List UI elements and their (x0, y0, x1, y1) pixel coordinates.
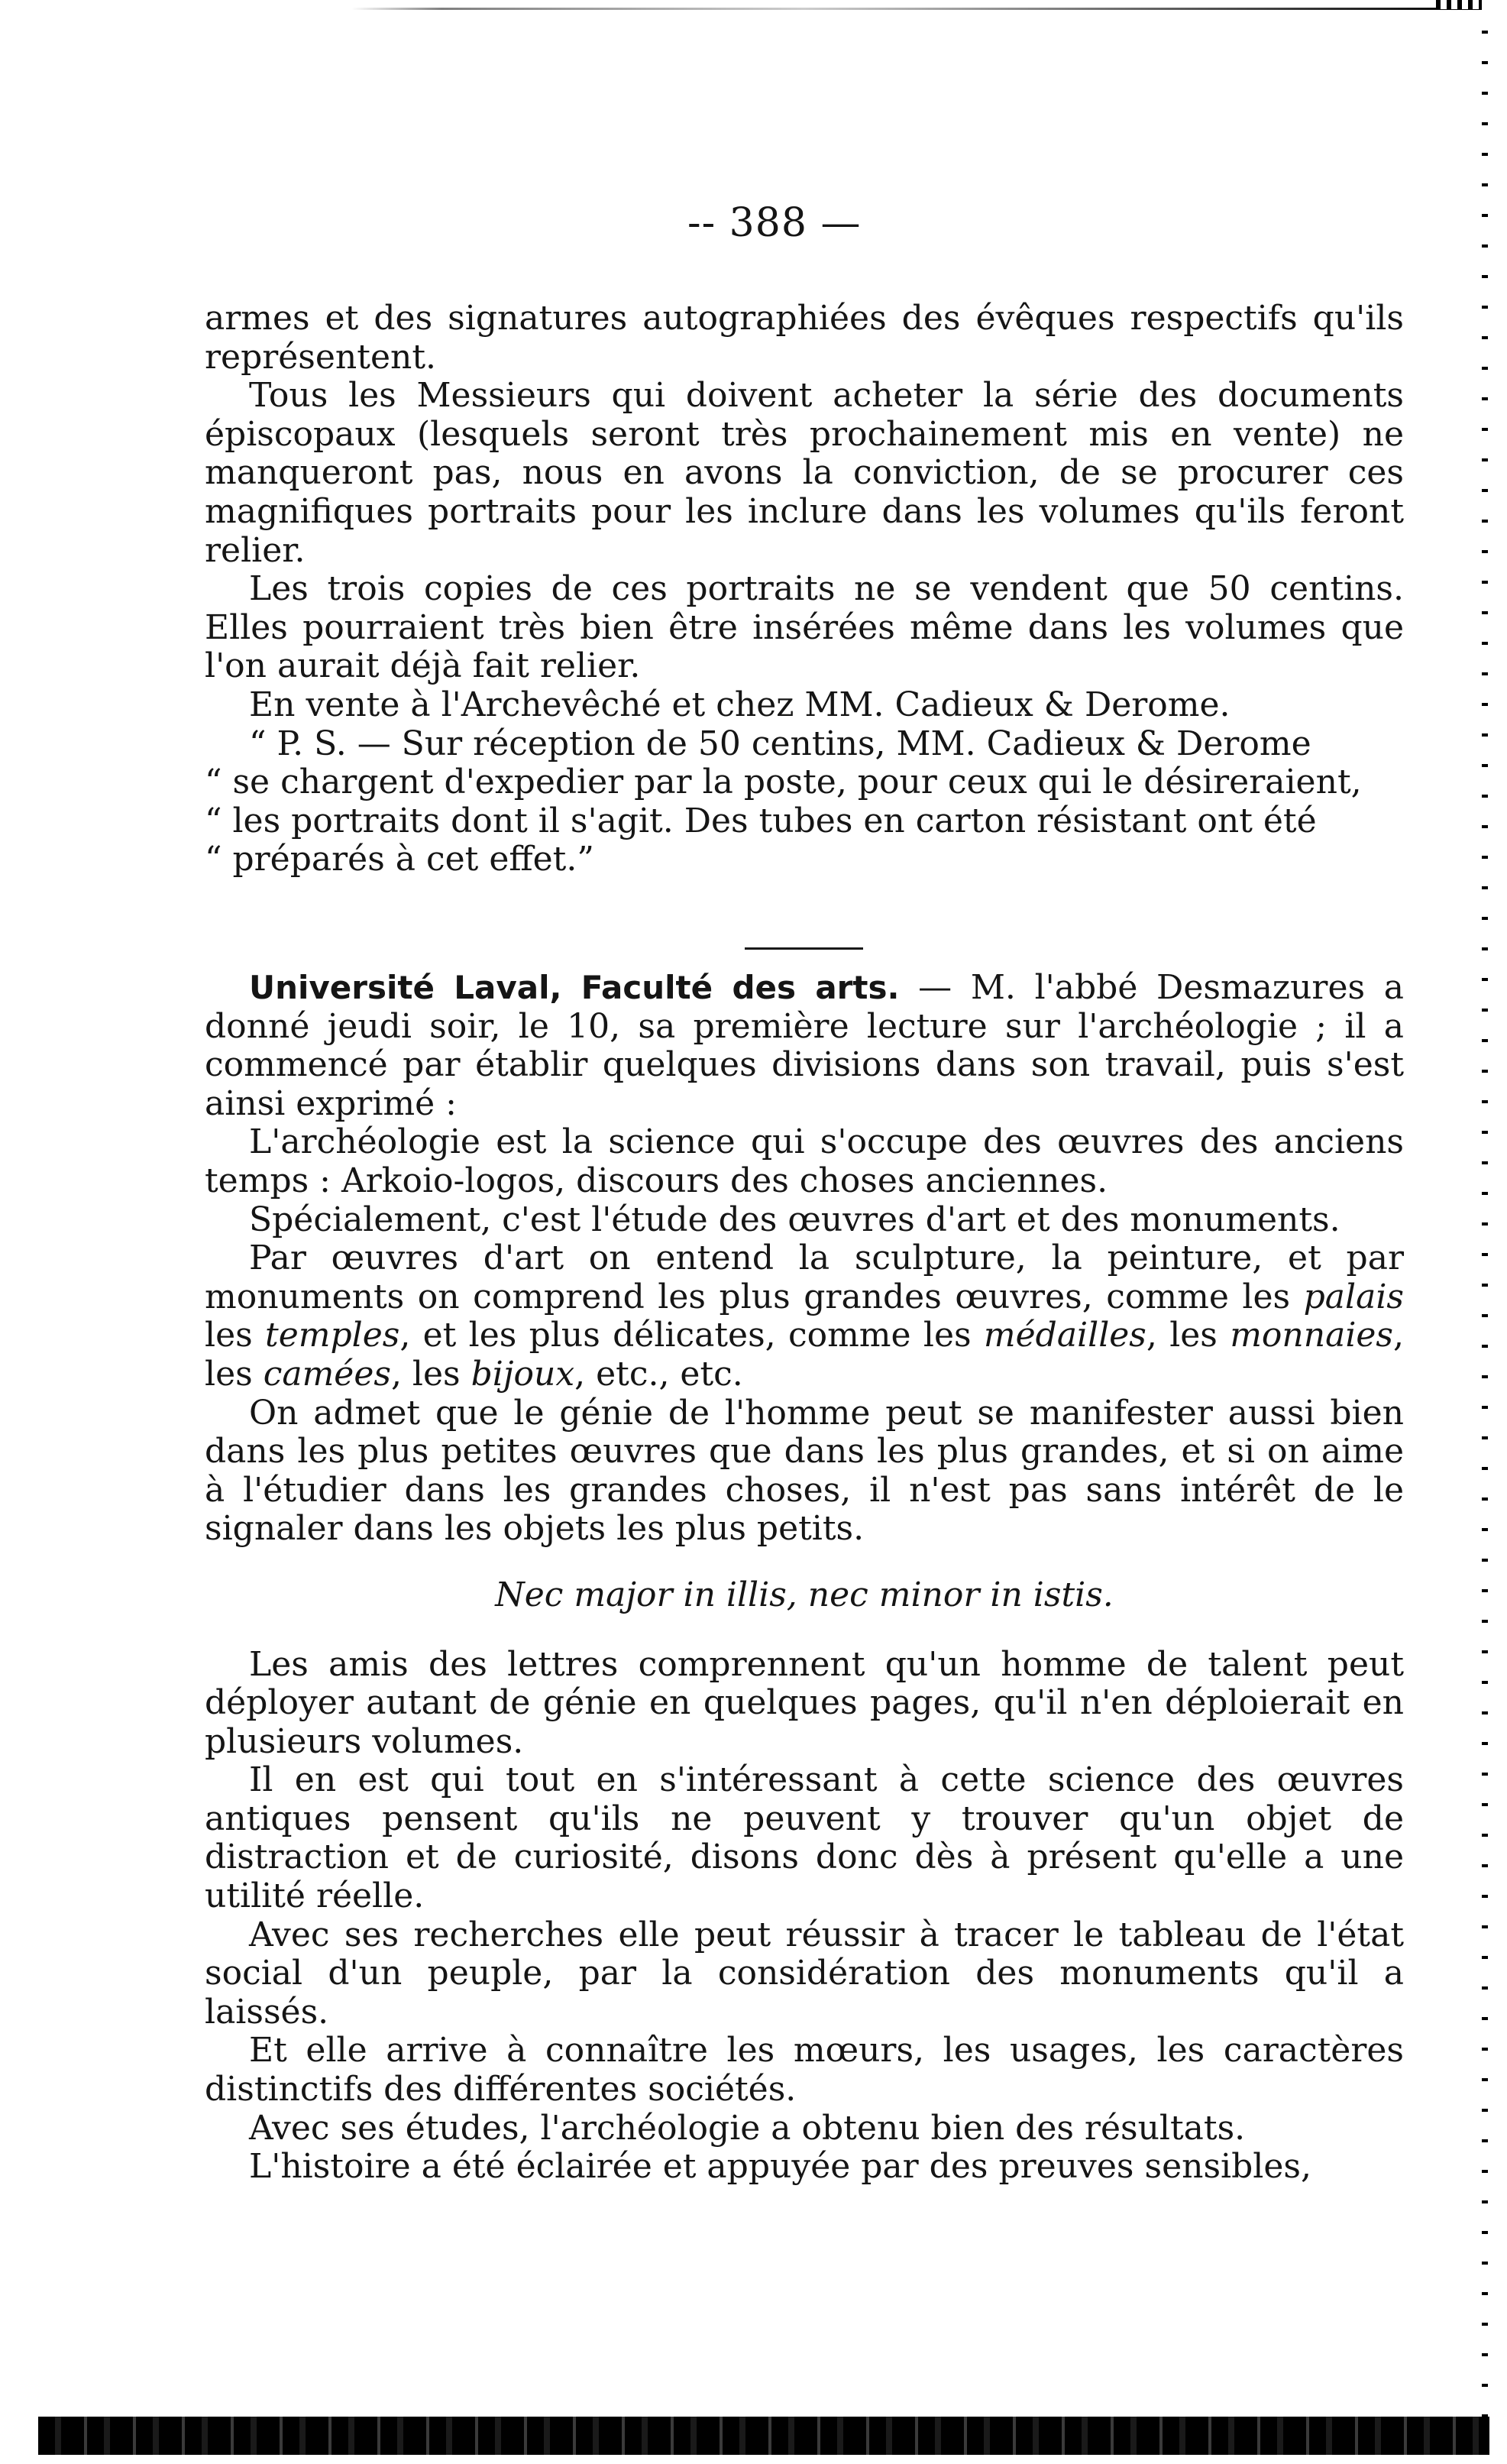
paragraph: Tous les Messieurs qui doivent acheter la série des documents épiscopaux (lesquels seront très prochainement mis en vente) ne manqueront pas, nous en avons la conviction, de se procurer ces magnifiques portraits pour les inclure dans les volumes qu'ils feront relier. (205, 376, 1404, 570)
scan-edge-right (1482, 31, 1488, 2460)
paragraph: Avec ses études, l'archéologie a obtenu bien des résultats. (249, 2108, 1246, 2148)
italic-term: bijoux (471, 1354, 575, 1394)
text-run: , etc., etc. (574, 1354, 743, 1394)
paragraph-art (205, 1239, 1404, 1394)
paragraph: L'archéologie est la science qui s'occupe des œuvres des anciens temps : Arkoio-logos, discours des choses anciennes. (205, 1122, 1404, 1200)
scan-edge-top (351, 8, 1482, 10)
paragraph: Il en est qui tout en s'intéressant à cette science des œuvres antiques pensent qu'ils ne peuvent y trouver qu'un objet de distraction et de curiosité, disons donc dès à présent qu'elle a une utilité réelle. (205, 1760, 1404, 1916)
paragraph: Et elle arrive à connaître les mœurs, les usages, les caractères distinctifs des différentes sociétés. (205, 2031, 1404, 2109)
paragraph: Avec ses recherches elle peut réussir à tracer le tableau de l'état social d'un peuple, par la considération des monuments qu'il a laissés. (205, 1915, 1404, 2032)
paragraph: Spécialement, c'est l'étude des œuvres d'art et des monuments. (249, 1200, 1340, 1239)
text-run: , les (1146, 1316, 1231, 1355)
article-section (205, 969, 1404, 2187)
paragraph: Les amis des lettres comprennent qu'un homme de talent peut déployer autant de génie en quelques pages, qu'il n'en déploierait en plusieurs volumes. (205, 1644, 1404, 1761)
text-run: les (205, 1316, 266, 1355)
italic-term: palais (1303, 1277, 1404, 1316)
text-run: , et les plus délicates, comme les (399, 1316, 984, 1355)
section-divider (745, 947, 863, 950)
text-run: , les (390, 1354, 471, 1394)
paragraph: L'histoire a été éclairée et appuyée par des preuves sensibles, (249, 2147, 1311, 2187)
postscript-line: “ se chargent d'expedier par la poste, pour ceux qui le désireraient, (205, 763, 1362, 802)
italic-term: temples (265, 1316, 400, 1355)
paragraph: On admet que le génie de l'homme peut se manifester aussi bien dans les plus petites œuvres que dans les plus grandes, et si on aime à l'étudier dans les grandes choses, il n'est pas sans intérêt de le signaler dans les objets les plus petits. (205, 1393, 1404, 1549)
postscript-line: “ P. S. — Sur réception de 50 centins, MM. Cadieux & Derome (249, 724, 1311, 763)
paragraph: Les trois copies de ces portraits ne se vendent que 50 centins. Elles pourraient très bien être insérées même dans les volumes que l'on aurait déjà fait relier. (205, 569, 1404, 686)
text-run: , les (205, 1316, 1405, 1394)
page-number: -- 388 — (687, 200, 862, 246)
scan-edge-top-right (1436, 0, 1482, 9)
article-intro-text: — M. l'abbé Desmazures a donné jeudi soir, le 10, sa première lecture sur l'archéologie ; il a commencé par établir quelques divisions dans son travail, puis s'est ainsi exprimé : (205, 968, 1405, 1123)
article-heading: Université Laval, Faculté des arts. (249, 969, 900, 1006)
scan-edge-bottom (38, 2417, 1489, 2455)
postscript (205, 725, 1404, 879)
italic-term: monnaies (1230, 1316, 1394, 1355)
latin-motto: Nec major in illis, nec minor in istis. (495, 1575, 1114, 1614)
italic-term: médailles (983, 1316, 1146, 1355)
text-run: Par œuvres d'art on entend la sculpture, la peinture, et par monuments on comprend les plus grandes œuvres, comme les (205, 1238, 1404, 1316)
postscript-line: “ préparés à cet effet.” (205, 840, 594, 879)
article-intro (205, 969, 1404, 1123)
italic-term: camées (263, 1354, 391, 1394)
postscript-line: “ les portraits dont il s'agit. Des tubes en carton résistant ont été (205, 801, 1317, 840)
paragraph: armes et des signatures autographiées des évêques respectifs qu'ils représentent. (205, 299, 1404, 377)
paragraph: En vente à l'Archevêché et chez MM. Cadieux & Derome. (249, 685, 1231, 724)
notice-section (205, 300, 1404, 879)
